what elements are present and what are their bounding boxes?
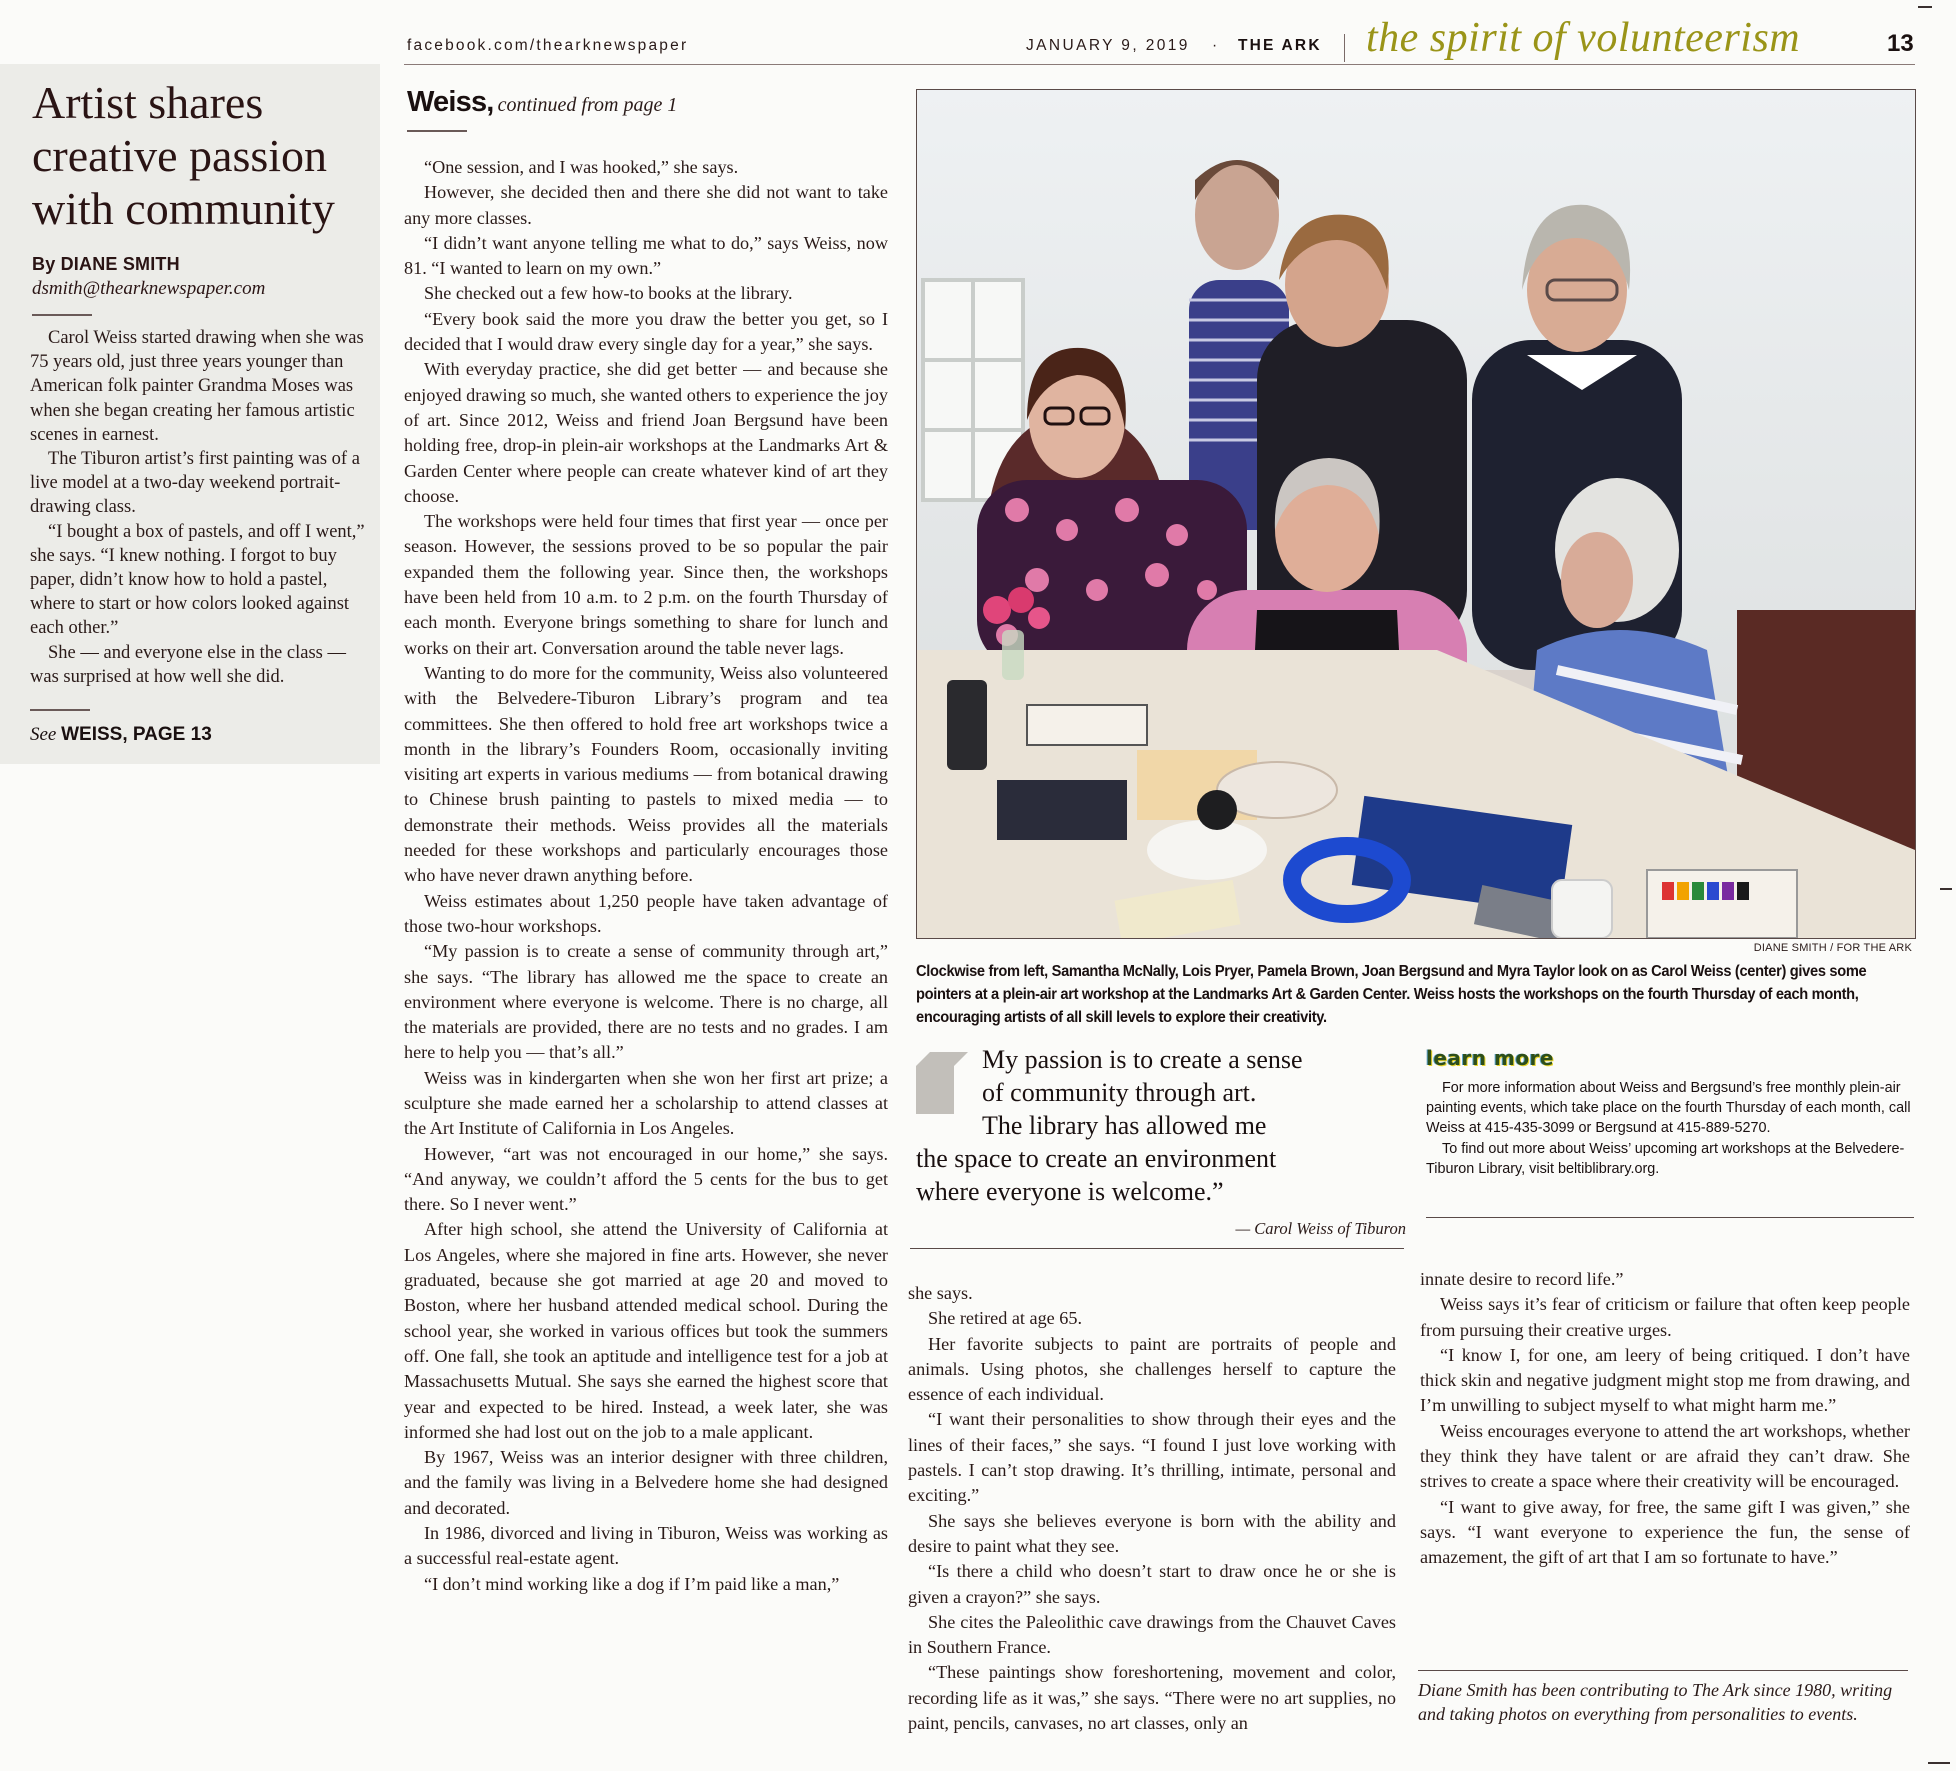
pull-quote-line: My passion is to create a sense bbox=[982, 1045, 1303, 1074]
jump-see: See bbox=[30, 724, 57, 745]
paragraph: She checked out a few how-to books at the library. bbox=[424, 283, 793, 304]
ink-jar bbox=[1197, 790, 1237, 830]
paragraph: “Every book said the more you draw the better you get, so I decided that I would draw every single day for a year,” she says. bbox=[404, 308, 888, 355]
mug bbox=[1552, 880, 1612, 938]
header-date: JANUARY 9, 2019 bbox=[1026, 37, 1190, 54]
paragraph: In 1986, divorced and living in Tiburon, Weiss was working as a successful real-estate agent. bbox=[404, 1523, 888, 1569]
pull-quote-attribution: — Carol Weiss of Tiburon bbox=[1235, 1219, 1406, 1238]
section-title: the spirit of volunteerism bbox=[1366, 15, 1801, 61]
paragraph: Weiss was in kindergarten when she won her first art prize; a sculpture she made earned her a scholarship to attend classes at the Art Institute of California in Los Angeles. bbox=[404, 1067, 888, 1139]
paragraph: “I want to give away, for free, the same gift I was given,” she says. “I want everyone to experience the fun, the sense of amazement, the gift of art that I am so fortunate to have.” bbox=[1420, 1496, 1910, 1568]
learn-more-paragraph: To find out more about Weiss’ upcoming art workshops at the Belvedere-Tiburon Library, visit beltiblibrary.org. bbox=[1426, 1140, 1905, 1177]
paragraph: By 1967, Weiss was an interior designer with three children, and the family was living in a Belvedere home she had designed and decorated. bbox=[404, 1447, 888, 1518]
photo-caption: Clockwise from left, Samantha McNally, Lois Pryer, Pamela Brown, Joan Bergsund and Myra Taylor look on as Carol Weiss (center) gives some pointers at a plein-air art workshop at the Landmarks Art & Garden Center. Weiss hosts the workshops on the fourth Thursday of each month, encouraging artists of all skill levels to explore their creativity. bbox=[916, 963, 1867, 1026]
front-paragraph: The Tiburon artist’s first painting was of a live model at a two-day weekend portrait-drawing class. bbox=[30, 449, 360, 518]
paragraph: “I know I, for one, am leery of being critiqued. I don’t have thick skin and negative judgment might stop me from drawing, and I’m unwilling to subject myself to what might harm me.” bbox=[1420, 1344, 1910, 1416]
workshop-photo bbox=[916, 89, 1916, 939]
continuation-from: continued from page 1 bbox=[497, 94, 678, 116]
front-body bbox=[30, 326, 366, 689]
jump-target[interactable]: WEISS, PAGE 13 bbox=[61, 724, 212, 745]
paragraph: Weiss encourages everyone to attend the art workshops, whether they think they have talent or are afraid they can’t draw. She strives to create a space where their creativity will be encouraged. bbox=[1420, 1420, 1910, 1492]
paragraph: “One session, and I was hooked,” she says. bbox=[424, 157, 739, 177]
learn-more-body bbox=[1426, 1078, 1916, 1179]
front-page-clipping bbox=[0, 64, 380, 764]
paragraph: After high school, she attend the University of California at Los Angeles, where she majored in fine arts. However, she never graduated, because she got married at age 20 and moved to Boston, where her husband attended medical school. During the school year, she worked in various offices but took the summers off. One fall, she took an aptitude and intelligence test for a job at Massachusetts Mutual. She says she earned the highest score that year and expected to be hired. Instead, a week later, she was informed she had lost out on the job to a male applicant. bbox=[404, 1219, 888, 1442]
article-column-2 bbox=[908, 1281, 1396, 1736]
thermos bbox=[947, 680, 987, 770]
continuation-kicker: Weiss, bbox=[407, 86, 494, 118]
pull-quote bbox=[916, 1043, 1416, 1208]
pull-quote-line: of community through art. bbox=[982, 1078, 1257, 1107]
paragraph: she says. bbox=[908, 1283, 973, 1303]
paragraph: Weiss estimates about 1,250 people have taken advantage of those two-hour workshops. bbox=[404, 890, 888, 936]
paragraph: With everyday practice, she did get better — and because she enjoyed drawing so much, she wanted others to experience the joy of art. Since 2012, Weiss and friend Joan Bergsund have been holding free, drop-in plein-air workshops at the Landmarks Art & Garden Center where people can create whatever kind of art they choose. bbox=[404, 359, 888, 506]
header-rule bbox=[404, 64, 1915, 65]
article-column-3 bbox=[1420, 1267, 1910, 1571]
paragraph: “My passion is to create a sense of community through art,” she says. “The library has allowed me the space to create an environment where everyone is welcome. There is no charge, all the materials are provided, there are no tests and no grades. I am here to help you — that’s all.” bbox=[404, 941, 888, 1063]
jump-line bbox=[30, 724, 212, 746]
paragraph: She says she believes everyone is born with the ability and desire to paint what they see. bbox=[908, 1510, 1396, 1556]
scan-artifact bbox=[1918, 6, 1932, 8]
paragraph: Her favorite subjects to paint are portraits of people and animals. Using photos, she challenges herself to capture the essence of each individual. bbox=[908, 1333, 1396, 1405]
byline: By DIANE SMITH bbox=[32, 254, 180, 274]
continuation-head bbox=[407, 86, 677, 119]
paragraph: “I didn’t want anyone telling me what to do,” says Weiss, now 81. “I wanted to learn on my own.” bbox=[404, 232, 888, 279]
front-headline: Artist shares creative passion with community bbox=[32, 77, 335, 234]
pull-quote-line: where everyone is welcome.” bbox=[916, 1177, 1224, 1206]
front-paragraph: She — and everyone else in the class — was surprised at how well she did. bbox=[30, 642, 346, 687]
header-paper-name: THE ARK bbox=[1238, 37, 1322, 54]
learn-more-rule bbox=[1426, 1217, 1914, 1218]
paragraph: Weiss says it’s fear of criticism or failure that often keep people from pursuing their creative urges. bbox=[1420, 1294, 1910, 1340]
author-email[interactable]: dsmith@thearknewspaper.com bbox=[32, 278, 266, 299]
paragraph: innate desire to record life.” bbox=[1420, 1269, 1624, 1289]
paragraph: However, “art was not encouraged in our home,” she says. “And anyway, we couldn’t afford the 5 cents for the bus to get there. So I never went.” bbox=[404, 1143, 888, 1215]
front-paragraph: “I bought a box of pastels, and off I went,” she says. “I knew nothing. I forgot to buy paper, didn’t know how to hold a pastel, where to start or how colors looked against each other.” bbox=[30, 521, 365, 639]
paragraph: “Is there a child who doesn’t start to draw once he or she is given a crayon?” she says. bbox=[908, 1561, 1396, 1607]
paint-tin bbox=[1647, 870, 1797, 938]
pull-quote-rule bbox=[910, 1248, 1404, 1249]
paragraph: However, she decided then and there she did not want to take any more classes. bbox=[404, 182, 888, 228]
photo-illustration bbox=[917, 90, 1915, 938]
byline-rule bbox=[32, 314, 92, 316]
continuation-rule bbox=[407, 130, 467, 132]
bio-rule bbox=[1418, 1670, 1908, 1671]
scan-artifact bbox=[1940, 888, 1952, 890]
learn-more-paragraph: For more information about Weiss and Bergsund’s free monthly plein-air painting events, which take place on the fourth Thursday of each month, call Weiss at 415-435-3099 or Bergsund at 415-889-5270. bbox=[1426, 1080, 1911, 1137]
header-url[interactable]: facebook.com/thearknewspaper bbox=[407, 37, 689, 54]
pastel-box bbox=[997, 780, 1127, 840]
paragraph: The workshops were held four times that first year — once per season. However, the sessions proved to be so popular the pair expanded them the following year. Since then, the workshops have been held from 10 a.m. to 2 p.m. on the fourth Thursday of each month. Everyone brings something to share for lunch and works on their art. Conversation around the table never lags. bbox=[404, 511, 888, 658]
front-paragraph: Carol Weiss started drawing when she was 75 years old, just three years younger than American folk painter Grandma Moses was when she began creating her famous artistic scenes in earnest. bbox=[30, 328, 364, 445]
page-number: 13 bbox=[1887, 30, 1914, 57]
paragraph: She retired at age 65. bbox=[928, 1308, 1083, 1329]
pull-quote-line: The library has allowed me bbox=[982, 1111, 1267, 1140]
jump-rule bbox=[30, 709, 90, 711]
tissue bbox=[1147, 820, 1267, 880]
learn-more-title: learn more bbox=[1426, 1046, 1554, 1070]
paragraph: “I don’t mind working like a dog if I’m paid like a man,” bbox=[424, 1573, 840, 1594]
photo-credit: DIANE SMITH / FOR THE ARK bbox=[1753, 942, 1912, 954]
paragraph: She cites the Paleolithic cave drawings from the Chauvet Caves in Southern France. bbox=[908, 1611, 1396, 1658]
article-column-1 bbox=[404, 155, 888, 1597]
paragraph: “I want their personalities to show through their eyes and the lines of their faces,” she says. “I found I just love working with pastels. I can’t stop drawing. It’s thrilling, intimate, personal and exciting.” bbox=[908, 1409, 1396, 1506]
paragraph: “These paintings show foreshortening, movement and color, recording life as it was,” she says. “There were no art supplies, no paint, pencils, canvases, no art classes, only an bbox=[908, 1662, 1396, 1734]
pull-quote-line: the space to create an environment bbox=[916, 1144, 1277, 1173]
author-bio: Diane Smith has been contributing to The Ark since 1980, writing and taking photos on everything from personalities to events. bbox=[1418, 1680, 1893, 1724]
sketchbook bbox=[1027, 705, 1147, 745]
header-separator: · bbox=[1212, 37, 1218, 54]
paragraph: Wanting to do more for the community, Weiss also volunteered with the Belvedere-Tiburon Library’s program and tea committees. She then offered to hold free art workshops twice a month in the library’s Founders Room, occasionally inviting visiting art experts in various mediums — from botanical drawing to Chinese brush painting to pastels to mixed media — to demonstrate their methods. Weiss provides all the materials needed for these workshops and particularly encourages those who have never drawn anything before. bbox=[404, 662, 888, 886]
scan-artifact bbox=[1928, 1762, 1950, 1764]
header-divider bbox=[1344, 34, 1345, 62]
